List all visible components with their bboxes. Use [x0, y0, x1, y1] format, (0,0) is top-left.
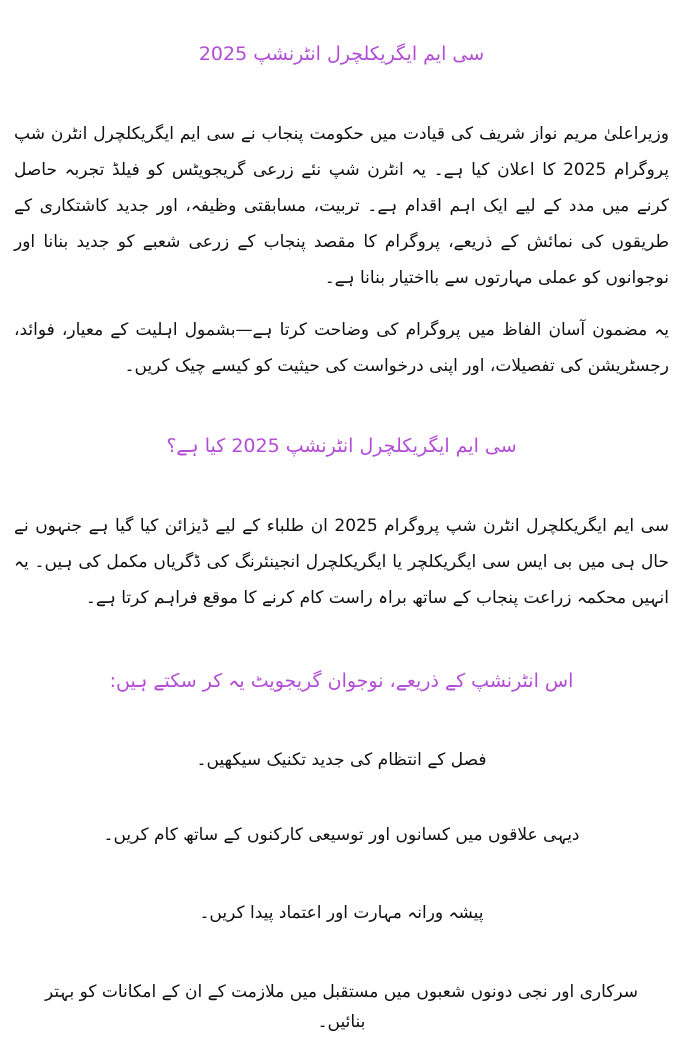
list-item: فصل کے انتظام کی جدید تکنیک سیکھیں۔: [196, 750, 487, 770]
section-title: سی ایم ایگریکلچرل انٹرنشپ 2025 کیا ہے؟: [166, 435, 517, 457]
summary-paragraph: یہ مضمون آسان الفاظ میں پروگرام کی وضاحت کرتا ہے—بشمول اہلیت کے معیار، فوائد، رجسٹریشن کی تفصیلات، اور اپنی درخواست کی حیثیت کو کیسے چیک کریں۔: [14, 320, 669, 376]
article-title: سی ایم ایگریکلچرل انٹرنشپ 2025: [198, 43, 485, 65]
list-title: اس انٹرنشپ کے ذریعے، نوجوان گریجویٹ یہ کر سکتے ہیں:: [109, 670, 574, 692]
list-item: دیہی علاقوں میں کسانوں اور توسیعی کارکنوں کے ساتھ کام کریں۔: [103, 825, 580, 845]
intro-paragraph: وزیراعلیٰ مریم نواز شریف کی قیادت میں حکومت پنجاب نے سی ایم ایگریکلچرل انٹرن شپ پروگرام 2025 کا اعلان کیا ہے۔ یہ انٹرن شپ نئے زرعی گریجویٹس کو فیلڈ تجربہ حاصل کرنے میں مدد کے لیے ایک اہم اقدام ہے۔ تربیت، مسابقتی وظیفہ، اور جدید کاشتکاری کے طریقوں کی نمائش کے ذریعے، پروگرام کا مقصد پنجاب کے زرعی شعبے کو جدید بنانا اور نوجوانوں کو عملی مہارتوں سے بااختیار بنانا ہے۔: [14, 124, 669, 288]
list-item: پیشہ ورانہ مہارت اور اعتماد پیدا کریں۔: [199, 903, 484, 923]
section-body: سی ایم ایگریکلچرل انٹرن شپ پروگرام 2025 ان طلباء کے لیے ڈیزائن کیا گیا ہے جنہوں نے حال ہی میں بی ایس سی ایگریکلچر یا ایگریکلچرل انجینئرنگ کی ڈگریاں مکمل کی ہیں۔ یہ انہیں محکمہ زراعت پنجاب کے ساتھ براہ راست کام کرنے کا موقع فراہم کرتا ہے۔: [14, 516, 669, 608]
list-item: سرکاری اور نجی دونوں شعبوں میں مستقبل میں ملازمت کے ان کے امکانات کو بہتر بنائیں۔: [44, 982, 639, 1032]
